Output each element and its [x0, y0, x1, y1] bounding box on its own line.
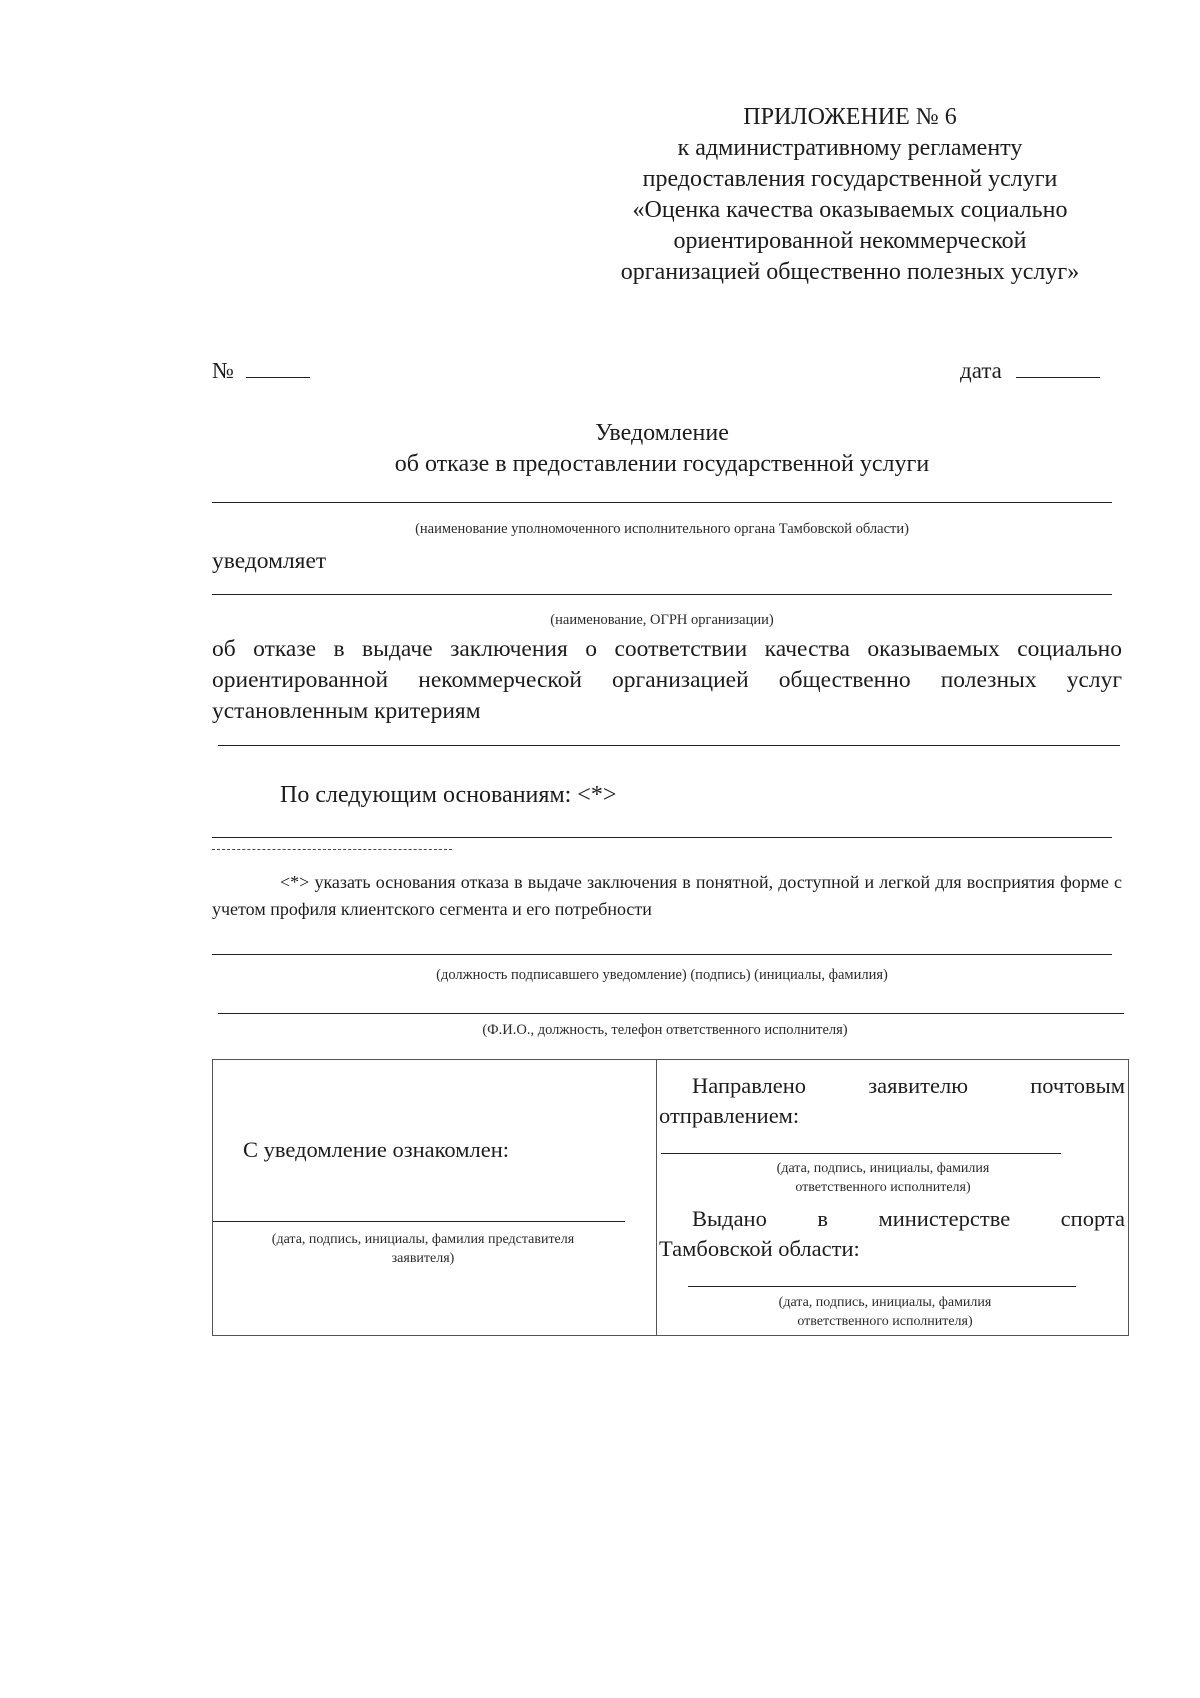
executor-line[interactable] [218, 1013, 1124, 1014]
footnote-text: <*> указать основания отказа в выдаче заключения в понятной, доступной и легкой для восприятия форме с учетом профиля клиентского сегмента и его потребности [212, 872, 1122, 919]
refusal-text: об отказе в выдаче заключения о соответствии качества оказываемых социально ориентированной некоммерческой организацией общественно полезных услуг установленным критериям [212, 636, 1122, 724]
sent-signature-line[interactable] [661, 1153, 1061, 1154]
acknowledgement-table [212, 1059, 1129, 1336]
issued-signature-line[interactable] [688, 1286, 1076, 1287]
table-column-divider [656, 1060, 657, 1335]
issued-line-2: Тамбовской области: [659, 1236, 860, 1261]
appendix-line: предоставления государственной услуги [642, 166, 1058, 192]
executor-caption: (Ф.И.О., должность, телефон ответственного исполнителя) [482, 1022, 848, 1038]
refusal-line[interactable] [218, 745, 1120, 746]
appendix-header [590, 102, 1110, 288]
number-label: № [212, 358, 234, 383]
authority-caption: (наименование уполномоченного исполнительного органа Тамбовской области) [415, 521, 909, 537]
notice-title: Уведомление [595, 420, 729, 446]
issued-line-1: Выдано в министерстве спорта [692, 1206, 1125, 1231]
date-field [960, 358, 1100, 384]
date-label: дата [960, 358, 1002, 383]
date-blank[interactable] [1016, 359, 1100, 378]
number-field [212, 358, 310, 384]
organization-line[interactable] [212, 594, 1112, 595]
notifies-text: уведомляет [212, 548, 327, 574]
grounds-line[interactable] [212, 837, 1112, 838]
sent-caption: (дата, подпись, инициалы, фамилия ответственного исполнителя) [776, 1161, 990, 1195]
issued-caption: (дата, подпись, инициалы, фамилия ответственного исполнителя) [778, 1295, 992, 1329]
appendix-line: к административному регламенту [677, 135, 1023, 161]
authority-line[interactable] [212, 502, 1112, 503]
notice-subtitle: об отказе в предоставлении государственной услуги [394, 451, 930, 477]
appendix-line: ориентированной некоммерческой [673, 228, 1027, 254]
signer-caption: (должность подписавшего уведомление) (подпись) (инициалы, фамилия) [436, 967, 888, 983]
acquainted-caption: (дата, подпись, инициалы, фамилия представителя заявителя) [271, 1232, 575, 1266]
acquainted-signature-line[interactable] [213, 1221, 625, 1222]
appendix-line: организацией общественно полезных услуг» [620, 259, 1080, 285]
number-blank[interactable] [246, 359, 310, 378]
footnote-separator [212, 849, 452, 850]
acquainted-label: С уведомление ознакомлен: [243, 1137, 510, 1162]
grounds-label: По следующим основаниям: <*> [280, 782, 617, 808]
sent-line-1: Направлено заявителю почтовым [692, 1073, 1125, 1098]
appendix-line: «Оценка качества оказываемых социально [632, 197, 1068, 223]
sent-line-2: отправлением: [659, 1103, 800, 1128]
signer-line[interactable] [212, 954, 1112, 955]
organization-caption: (наименование, ОГРН организации) [550, 612, 774, 628]
appendix-title: ПРИЛОЖЕНИЕ № 6 [743, 104, 957, 130]
